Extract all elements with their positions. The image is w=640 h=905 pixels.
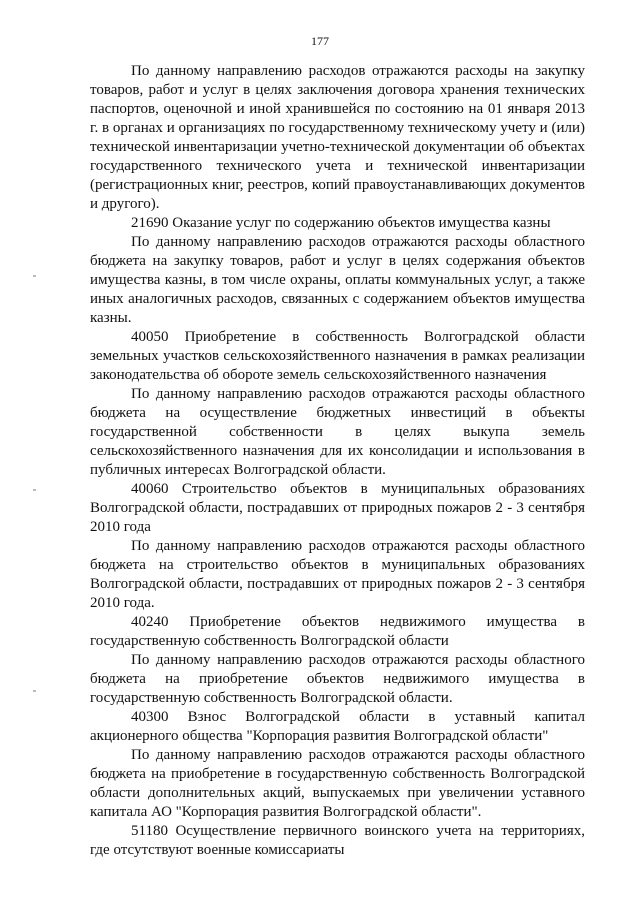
heading-40300: 40300 Взнос Волгоградской области в уставный капитал акционерного общества "Корпорация развития Волгоградской области" bbox=[90, 709, 585, 744]
heading-40060: 40060 Строительство объектов в муниципальных образованиях Волгоградской области, пострадавших от природных пожаров 2 - 3 сентября 2010 года bbox=[90, 481, 585, 535]
paragraph-real-estate: По данному направлению расходов отражаются расходы областного бюджета на приобретение объектов недвижимого имущества в государственную собственность Волгоградской области. bbox=[90, 652, 585, 706]
paragraph-document-storage: По данному направлению расходов отражаются расходы на закупку товаров, работ и услуг в целях заключения договора хранения технических паспортов, оценочной и иной хранившейся по состоянию на 01 января 2013 г. в органах и организациях по государственному техническому учету и (или) технической инвентаризации учетно-технической документации об объектах государственного технического учета и технической инвентаризации (регистрационных книг, реестров, копий правоустанавливающих документов и другого). bbox=[90, 63, 585, 212]
heading-21690: 21690 Оказание услуг по содержанию объектов имущества казны bbox=[131, 215, 551, 231]
document-body bbox=[90, 62, 585, 860]
heading-40240: 40240 Приобретение объектов недвижимого имущества в государственную собственность Волгоградской области bbox=[90, 614, 585, 649]
scan-mark bbox=[33, 690, 36, 692]
page-number: 177 bbox=[311, 34, 329, 48]
heading-40050: 40050 Приобретение в собственность Волгоградской области земельных участков сельскохозяйственного назначения в рамках реализации законодательства об обороте земель сельскохозяйственного назначения bbox=[90, 329, 585, 383]
scan-mark bbox=[33, 275, 36, 277]
heading-51180: 51180 Осуществление первичного воинского учета на территориях, где отсутствуют военные комиссариаты bbox=[90, 823, 585, 858]
paragraph-agricultural-land: По данному направлению расходов отражаются расходы областного бюджета на осуществление бюджетных инвестиций в объекты государственной собственности в целях выкупа земель сельскохозяйственного назначения для их консолидации и использования в публичных интересах Волгоградской области. bbox=[90, 386, 585, 478]
paragraph-treasury-property: По данному направлению расходов отражаются расходы областного бюджета на закупку товаров, работ и услуг в целях содержания объектов имущества казны, в том числе охраны, оплаты коммунальных услуг, а также иных аналогичных расходов, связанных с содержанием объектов имущества казны. bbox=[90, 234, 585, 326]
scan-mark bbox=[33, 489, 36, 491]
paragraph-corporation-shares: По данному направлению расходов отражаются расходы областного бюджета на приобретение в государственную собственность Волгоградской области дополнительных акций, выпускаемых при увеличении уставного капитала АО "Корпорация развития Волгоградской области". bbox=[90, 747, 585, 820]
paragraph-fire-reconstruction: По данному направлению расходов отражаются расходы областного бюджета на строительство объектов в муниципальных образованиях Волгоградской области, пострадавших от природных пожаров 2 - 3 сентября 2010 года. bbox=[90, 538, 585, 611]
